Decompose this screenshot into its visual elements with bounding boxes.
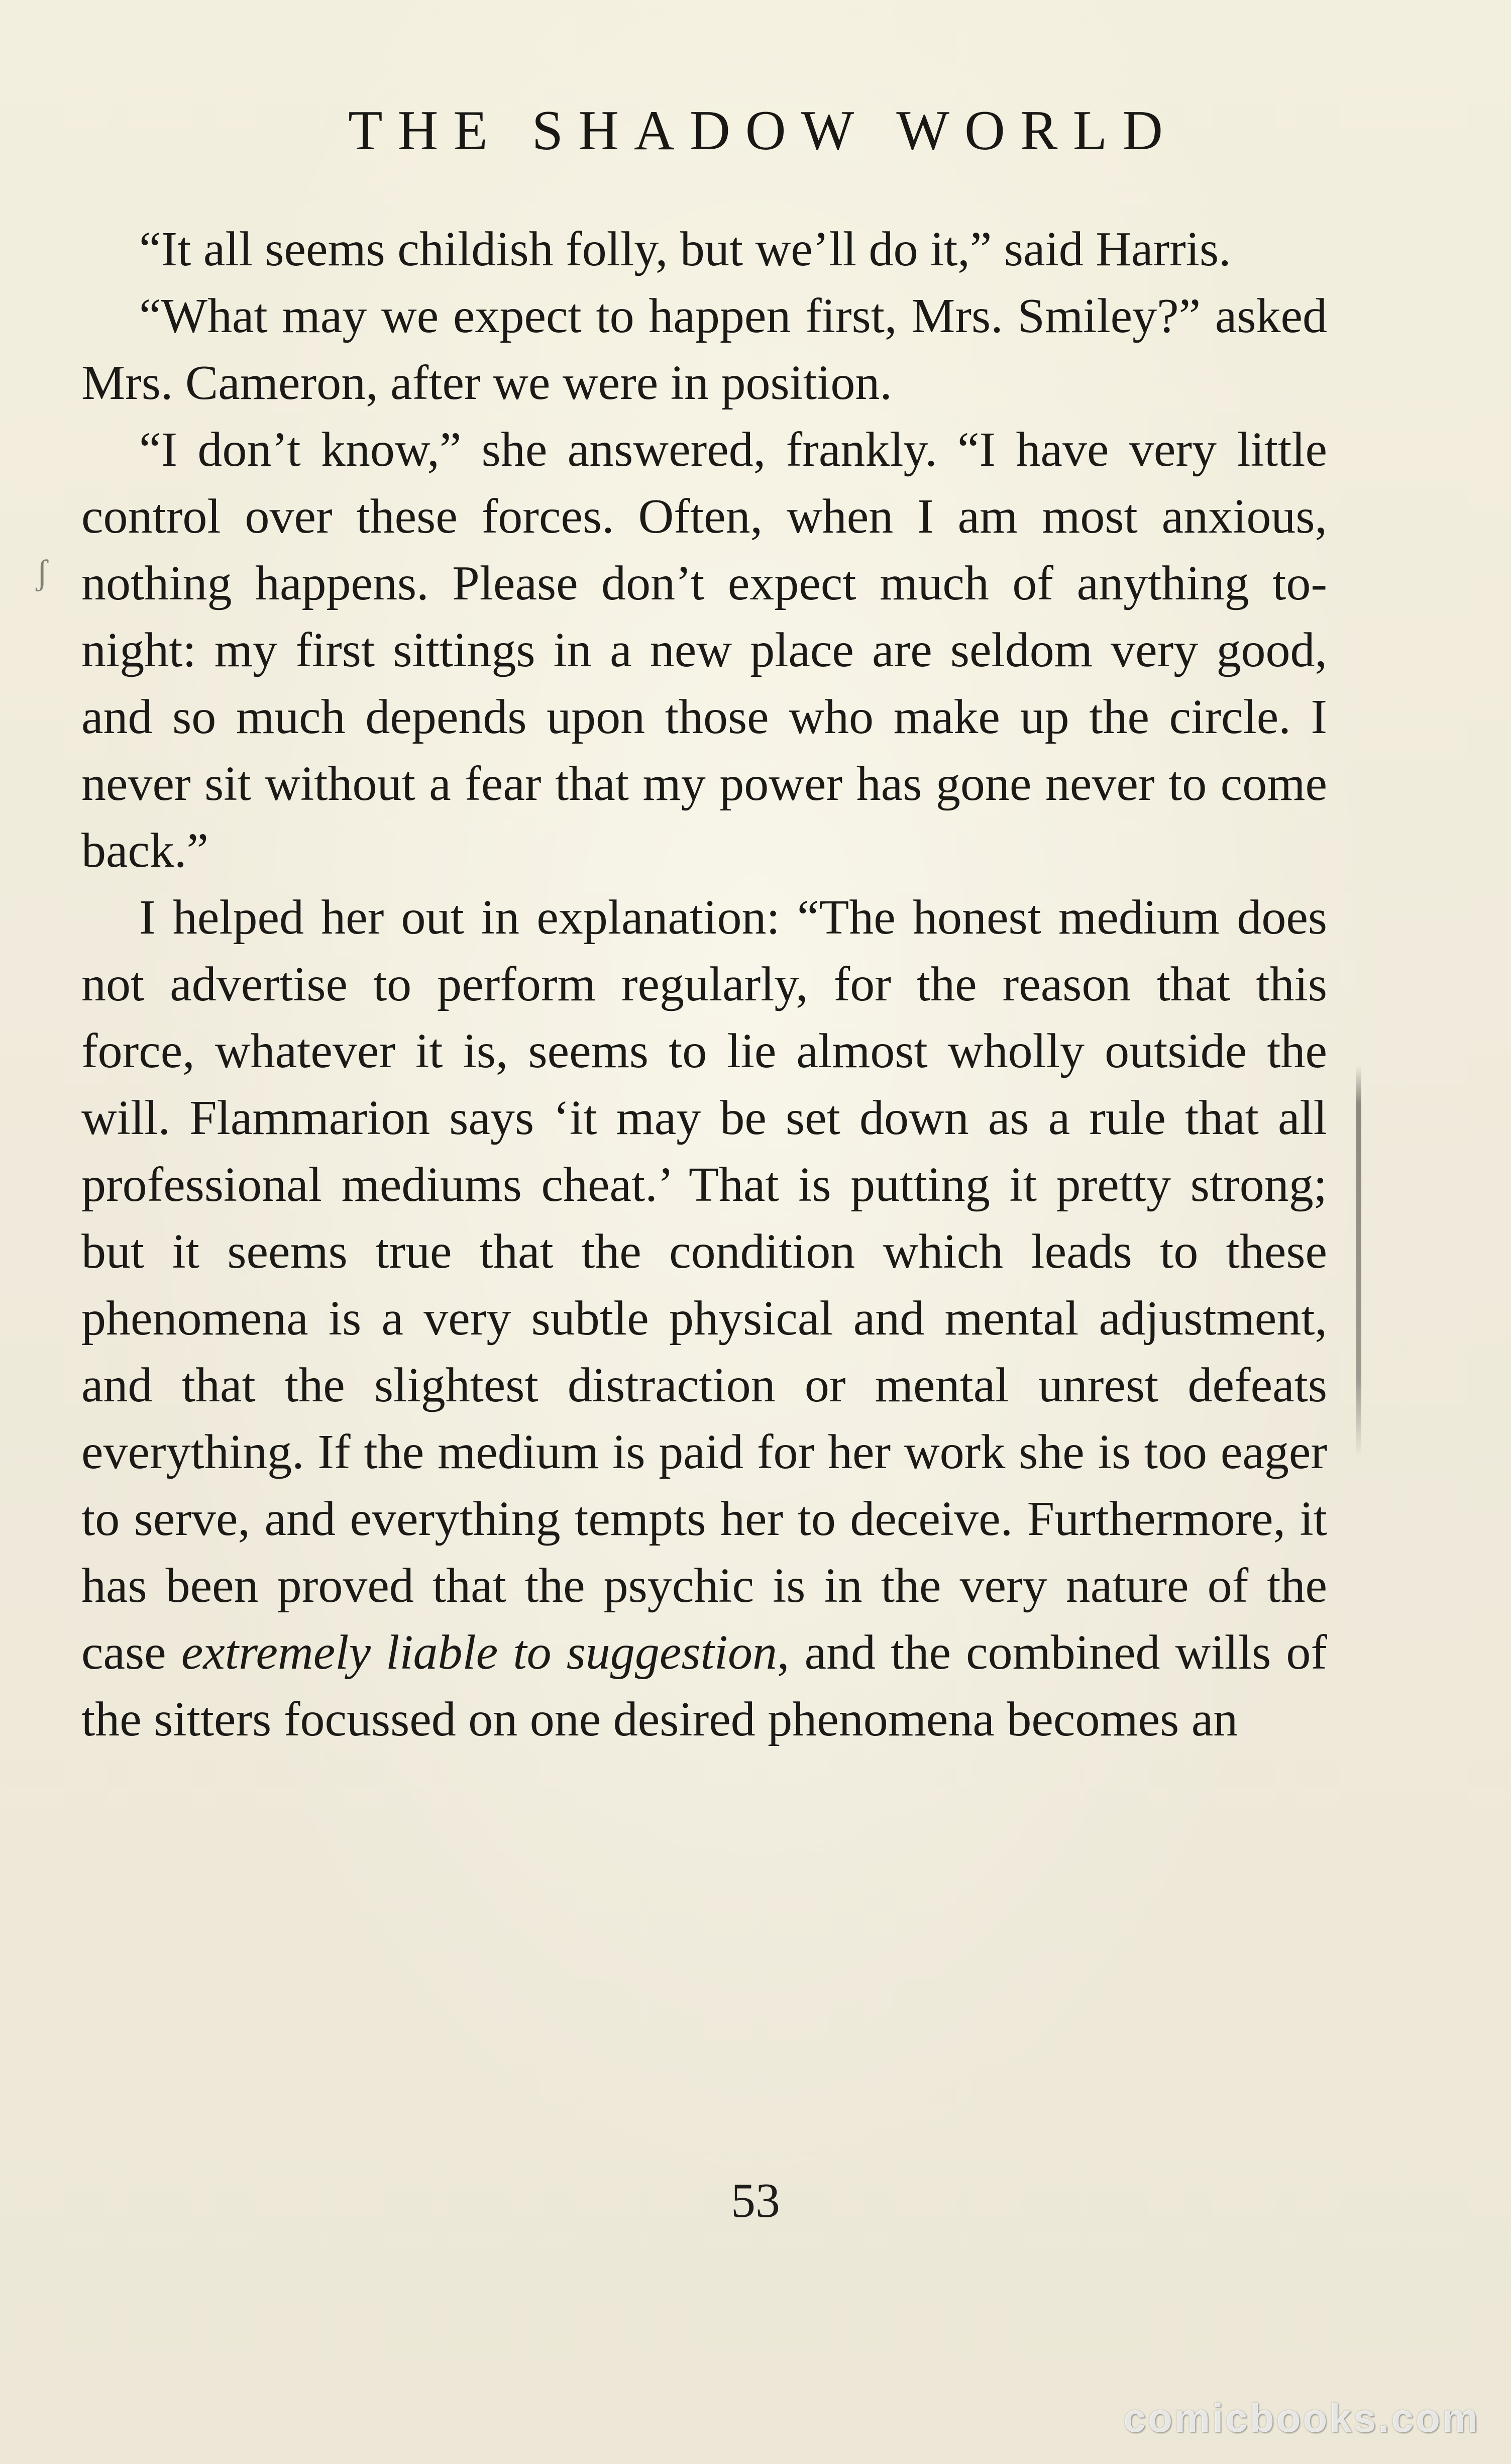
- paragraph-3: [81, 417, 1327, 884]
- paragraph-4-text-a: I helped her out in explanation: “The honest medium does not advertise to perform regularly, for the reason that this force, whatever it is, seems to lie almost wholly outside the will. Flammarion says ‘it may be set down as a rule that all professional mediums cheat.’ That is putting it pretty strong; but it seems true that the condition which leads to these phenomena is a very subtle physical and mental adjustment, and that the slightest distraction or mental unrest defeats everything. If the medium is paid for her work she is too eager to serve, and everything tempts her to deceive. Furthermore, it has been proved that the psychic is in the very nature of the case: [81, 890, 1327, 1680]
- paragraph-2-text: “What may we expect to happen first, Mrs. Smiley?” asked Mrs. Cameron, after we were in position.: [81, 289, 1327, 410]
- margin-pencil-line: [1356, 1065, 1361, 1457]
- watermark-logo: comicbooks.com: [1123, 2396, 1480, 2440]
- paragraph-1-text: “It all seems childish folly, but we’ll do it,” said Harris.: [139, 222, 1231, 276]
- paragraph-3-text: “I don’t know,” she answered, frankly. “I have very little control over these forces. Often, when I am most anxious, nothing happens. Please don’t expect much of anything to-night: my first sittings in a new place are seldom very good, and so much depends upon those who make up the circle. I never sit without a fear that my power has gone never to come back.”: [81, 423, 1327, 878]
- page-number: 53: [731, 2174, 780, 2228]
- paragraph-2: [81, 283, 1327, 417]
- paragraph-4: [81, 884, 1327, 1753]
- paragraph-4-emphasis: extremely liable to suggestion: [181, 1625, 777, 1680]
- body-text: [81, 216, 1327, 1753]
- paragraph-4-text-b: , and the combined wills of the sitters focussed on one desired phenomena becomes an: [81, 1625, 1327, 1747]
- pencil-tick-mark: ʃ: [36, 553, 48, 592]
- running-header: THE SHADOW WORLD: [348, 99, 1178, 162]
- paragraph-1: [81, 216, 1327, 283]
